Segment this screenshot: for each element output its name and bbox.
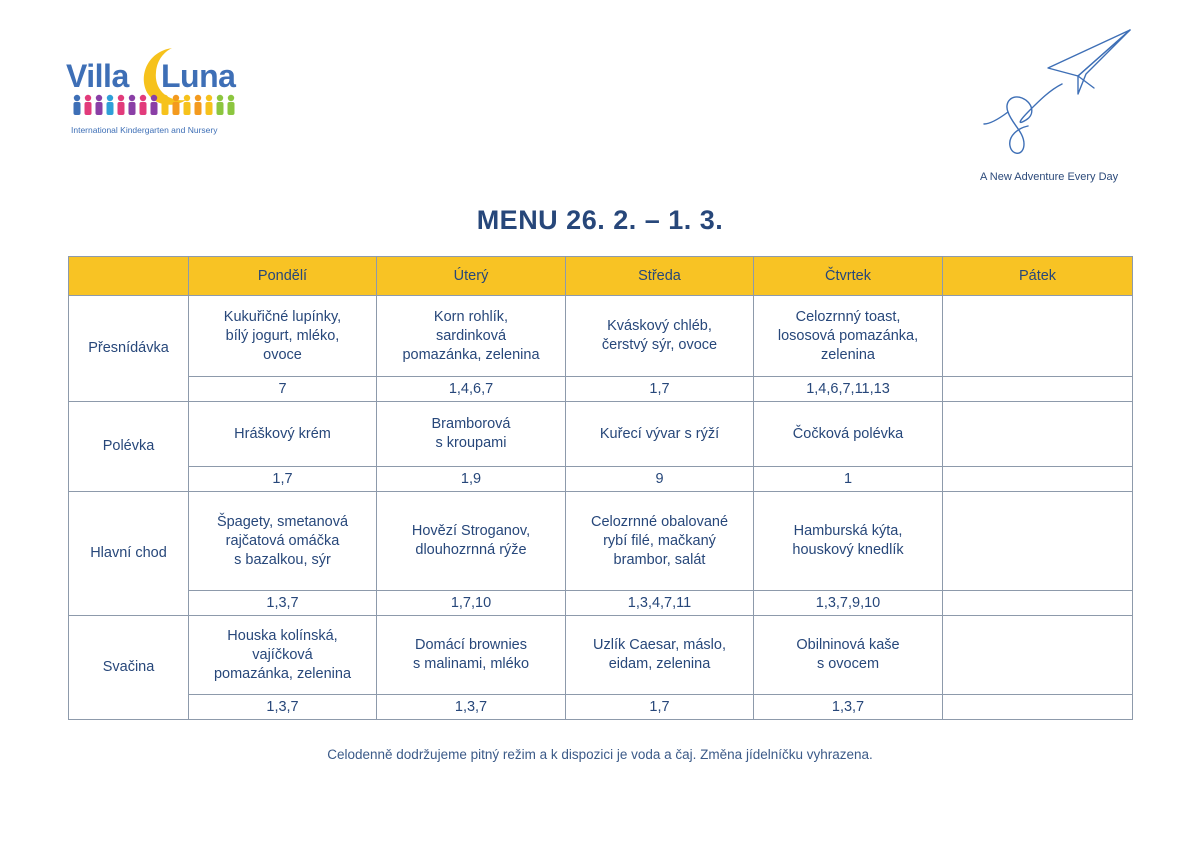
meal-cell xyxy=(943,402,1133,467)
header-row xyxy=(69,257,1133,296)
allergen-cell: 1,7 xyxy=(566,695,754,720)
allergen-row xyxy=(69,467,1133,492)
header-day-monday: Pondělí xyxy=(189,257,377,296)
header-day-thursday: Čtvrtek xyxy=(754,257,943,296)
allergen-row xyxy=(69,591,1133,616)
children-figures-icon xyxy=(71,94,241,116)
meal-cell: Hamburská kýta, houskový knedlík xyxy=(754,492,943,591)
row-label: Svačina xyxy=(69,616,189,720)
meal-cell: Celozrnný toast, lososová pomazánka, zelenina xyxy=(754,296,943,377)
row-label: Hlavní chod xyxy=(69,492,189,616)
allergen-cell xyxy=(943,695,1133,720)
paper-plane-icon xyxy=(982,28,1137,163)
meal-cell xyxy=(943,616,1133,695)
logo-subtitle: International Kindergarten and Nursery xyxy=(71,125,218,135)
row-label: Polévka xyxy=(69,402,189,492)
allergen-cell: 1,7 xyxy=(566,377,754,402)
allergen-cell: 7 xyxy=(189,377,377,402)
allergen-cell: 1,7 xyxy=(189,467,377,492)
meal-row-snack-afternoon xyxy=(69,616,1133,695)
logo-name-left: Villa xyxy=(66,58,129,94)
meal-cell xyxy=(943,296,1133,377)
allergen-cell: 1,9 xyxy=(377,467,566,492)
page-title: MENU 26. 2. – 1. 3. xyxy=(476,205,724,235)
meal-cell: Hráškový krém xyxy=(189,402,377,467)
meal-cell: Kukuřičné lupínky, bílý jogurt, mléko, ovoce xyxy=(189,296,377,377)
allergen-cell: 1,4,6,7 xyxy=(377,377,566,402)
meal-cell: Kváskový chléb, čerstvý sýr, ovoce xyxy=(566,296,754,377)
allergen-cell: 1,3,7 xyxy=(189,591,377,616)
allergen-cell xyxy=(943,377,1133,402)
allergen-row xyxy=(69,377,1133,402)
allergen-cell xyxy=(943,591,1133,616)
meal-cell: Bramborová s kroupami xyxy=(377,402,566,467)
allergen-cell: 1 xyxy=(754,467,943,492)
header-day-tuesday: Úterý xyxy=(377,257,566,296)
meal-cell: Celozrnné obalované rybí filé, mačkaný brambor, salát xyxy=(566,492,754,591)
meal-cell: Čočková polévka xyxy=(754,402,943,467)
meal-cell: Obilninová kaše s ovocem xyxy=(754,616,943,695)
meal-cell: Korn rohlík, sardinková pomazánka, zelenina xyxy=(377,296,566,377)
meal-cell: Kuřecí vývar s rýží xyxy=(566,402,754,467)
allergen-cell: 1,3,7,9,10 xyxy=(754,591,943,616)
allergen-row xyxy=(69,695,1133,720)
meal-cell: Uzlík Caesar, máslo, eidam, zelenina xyxy=(566,616,754,695)
allergen-cell: 1,3,4,7,11 xyxy=(566,591,754,616)
logo-name-right: Luna xyxy=(161,58,236,94)
allergen-cell: 9 xyxy=(566,467,754,492)
meal-cell: Houska kolínská, vajíčková pomazánka, zelenina xyxy=(189,616,377,695)
allergen-cell xyxy=(943,467,1133,492)
meal-cell: Domácí brownies s malinami, mléko xyxy=(377,616,566,695)
allergen-cell: 1,3,7 xyxy=(377,695,566,720)
meal-cell: Špagety, smetanová rajčatová omáčka s bazalkou, sýr xyxy=(189,492,377,591)
allergen-cell: 1,4,6,7,11,13 xyxy=(754,377,943,402)
meal-cell xyxy=(943,492,1133,591)
meal-row-snack-morning xyxy=(69,296,1133,377)
allergen-cell: 1,3,7 xyxy=(189,695,377,720)
tagline: A New Adventure Every Day xyxy=(980,171,1119,183)
header-corner xyxy=(69,257,189,296)
allergen-cell: 1,3,7 xyxy=(754,695,943,720)
allergen-cell: 1,7,10 xyxy=(377,591,566,616)
villa-luna-logo xyxy=(66,44,246,139)
row-label: Přesnídávka xyxy=(69,296,189,402)
footer-note: Celodenně dodržujeme pitný režim a k dispozici je voda a čaj. Změna jídelníčku vyhrazena. xyxy=(327,747,873,762)
meal-row-soup xyxy=(69,402,1133,467)
header-day-wednesday: Středa xyxy=(566,257,754,296)
menu-table xyxy=(68,256,1133,720)
meal-row-main-course xyxy=(69,492,1133,591)
meal-cell: Hovězí Stroganov, dlouhozrnná rýže xyxy=(377,492,566,591)
header-day-friday: Pátek xyxy=(943,257,1133,296)
